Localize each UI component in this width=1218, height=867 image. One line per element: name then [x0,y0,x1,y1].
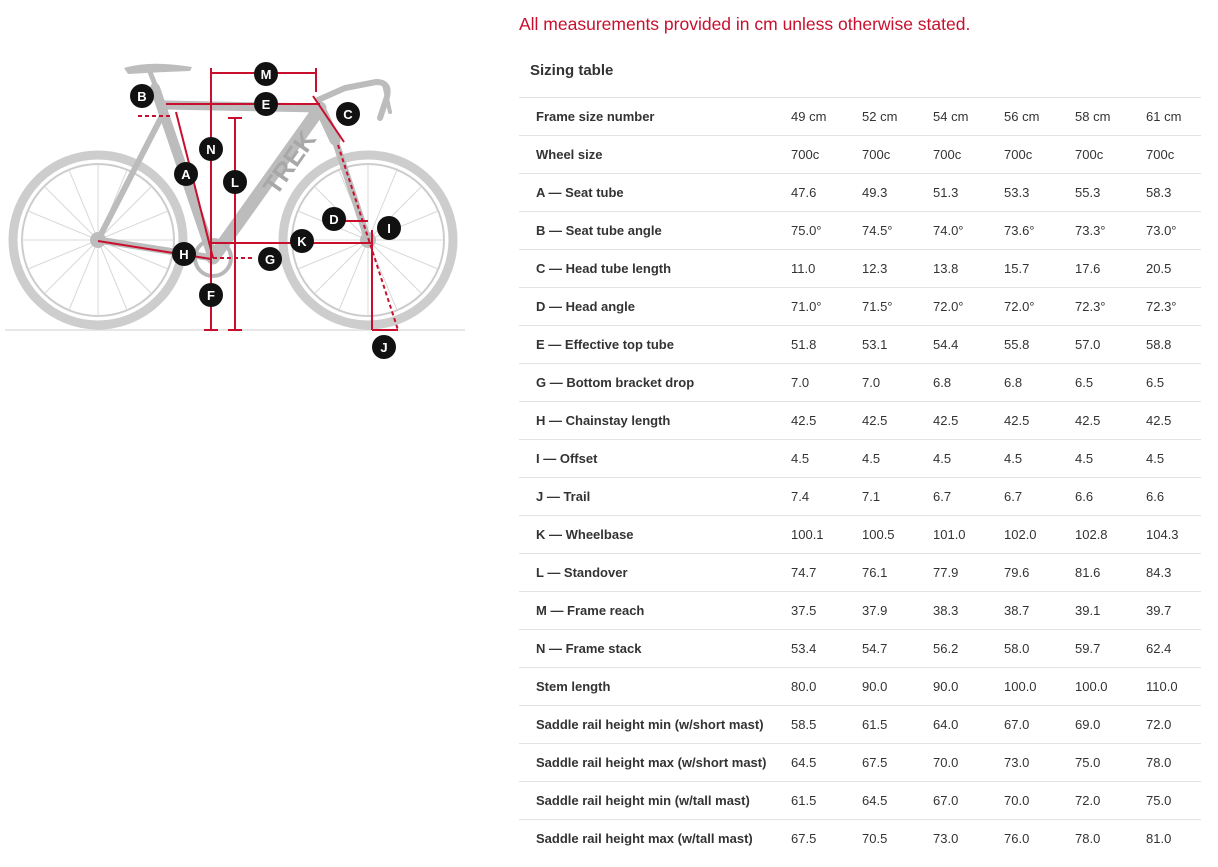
table-row [519,478,1201,516]
table-cell: 700c [1144,136,1201,174]
table-cell: 59.7 [1073,630,1144,668]
svg-text:M: M [260,67,272,82]
table-cell: 7.4 [789,478,860,516]
marker-j [372,335,396,359]
table-cell: 6.6 [1073,478,1144,516]
table-cell: 73.0 [931,820,1002,858]
table-cell: 73.0° [1144,212,1201,250]
table-row [519,706,1201,744]
table-cell: 6.7 [931,478,1002,516]
table-cell: 73.3° [1073,212,1144,250]
table-cell: 80.0 [789,668,860,706]
brand-mark: TREK [256,125,323,201]
marker-n [199,137,223,161]
table-row [519,744,1201,782]
row-label: B — Seat tube angle [519,212,789,250]
table-cell: 77.9 [931,554,1002,592]
svg-text:F: F [207,288,215,303]
table-cell: 42.5 [789,402,860,440]
table-cell: 67.5 [789,820,860,858]
row-label: Saddle rail height min (w/tall mast) [519,782,789,820]
table-cell: 700c [1073,136,1144,174]
table-cell: 6.7 [1002,478,1073,516]
table-cell: 42.5 [1002,402,1073,440]
svg-text:C: C [343,107,353,122]
table-cell: 71.5° [860,288,931,326]
table-cell: 6.5 [1144,364,1201,402]
marker-l [223,170,247,194]
row-label: L — Standover [519,554,789,592]
table-cell: 54.4 [931,326,1002,364]
table-header-row [519,98,1201,136]
row-label: Frame size number [519,98,789,136]
table-cell: 76.1 [860,554,931,592]
table-cell: 64.0 [931,706,1002,744]
table-cell: 49.3 [860,174,931,212]
table-cell: 67.5 [860,744,931,782]
table-cell: 100.0 [1002,668,1073,706]
table-cell: 74.5° [860,212,931,250]
table-cell: 100.1 [789,516,860,554]
table-cell: 100.5 [860,516,931,554]
table-cell: 58.3 [1144,174,1201,212]
table-cell: 102.8 [1073,516,1144,554]
table-cell: 84.3 [1144,554,1201,592]
table-cell: 74.0° [931,212,1002,250]
table-row [519,288,1201,326]
table-cell: 90.0 [931,668,1002,706]
table-cell: 58.0 [1002,630,1073,668]
row-label: A — Seat tube [519,174,789,212]
saddle [124,64,192,74]
table-cell: 104.3 [1144,516,1201,554]
table-cell: 53.4 [789,630,860,668]
table-cell: 76.0 [1002,820,1073,858]
table-cell: 69.0 [1073,706,1144,744]
table-cell: 13.8 [931,250,1002,288]
table-cell: 57.0 [1073,326,1144,364]
table-cell: 72.0° [931,288,1002,326]
sizing-table-body [519,98,1201,858]
svg-text:A: A [181,167,191,182]
table-cell: 51.8 [789,326,860,364]
size-column-header: 49 cm [789,98,860,136]
table-cell: 73.6° [1002,212,1073,250]
table-row [519,326,1201,364]
table-cell: 102.0 [1002,516,1073,554]
table-cell: 67.0 [931,782,1002,820]
table-row [519,174,1201,212]
table-cell: 51.3 [931,174,1002,212]
size-column-header: 54 cm [931,98,1002,136]
row-label: H — Chainstay length [519,402,789,440]
table-cell: 55.3 [1073,174,1144,212]
table-cell: 71.0° [789,288,860,326]
row-label: Wheel size [519,136,789,174]
marker-h [172,242,196,266]
table-cell: 700c [931,136,1002,174]
table-cell: 55.8 [1002,326,1073,364]
sizing-table [519,97,1201,857]
table-cell: 70.5 [860,820,931,858]
row-label: G — Bottom bracket drop [519,364,789,402]
table-cell: 72.0° [1002,288,1073,326]
table-cell: 38.3 [931,592,1002,630]
table-row [519,136,1201,174]
table-cell: 15.7 [1002,250,1073,288]
table-row [519,592,1201,630]
table-cell: 79.6 [1002,554,1073,592]
table-cell: 39.7 [1144,592,1201,630]
table-cell: 70.0 [931,744,1002,782]
table-cell: 75.0° [789,212,860,250]
svg-text:J: J [380,340,388,355]
row-label: C — Head tube length [519,250,789,288]
table-cell: 37.9 [860,592,931,630]
table-cell: 12.3 [860,250,931,288]
marker-a [174,162,198,186]
table-cell: 6.8 [931,364,1002,402]
svg-text:B: B [137,89,147,104]
size-column-header: 52 cm [860,98,931,136]
row-label: Saddle rail height max (w/short mast) [519,744,789,782]
table-cell: 73.0 [1002,744,1073,782]
table-row [519,212,1201,250]
table-row [519,440,1201,478]
marker-i [377,216,401,240]
marker-f [199,283,223,307]
table-row [519,782,1201,820]
table-cell: 62.4 [1144,630,1201,668]
table-cell: 6.6 [1144,478,1201,516]
table-cell: 6.5 [1073,364,1144,402]
table-cell: 74.7 [789,554,860,592]
table-row [519,364,1201,402]
row-label: N — Frame stack [519,630,789,668]
marker-k [290,229,314,253]
table-cell: 700c [1002,136,1073,174]
table-cell: 700c [789,136,860,174]
table-cell: 4.5 [1144,440,1201,478]
table-cell: 700c [860,136,931,174]
table-cell: 78.0 [1073,820,1144,858]
table-cell: 53.3 [1002,174,1073,212]
size-column-header: 58 cm [1073,98,1144,136]
table-cell: 81.0 [1144,820,1201,858]
table-cell: 42.5 [1144,402,1201,440]
measurement-note: All measurements provided in cm unless otherwise stated. [519,14,971,34]
svg-text:G: G [264,252,276,267]
table-cell: 4.5 [1073,440,1144,478]
table-cell: 11.0 [789,250,860,288]
table-cell: 38.7 [1002,592,1073,630]
table-row [519,516,1201,554]
row-label: Stem length [519,668,789,706]
table-cell: 64.5 [789,744,860,782]
row-label: Saddle rail height max (w/tall mast) [519,820,789,858]
table-cell: 56.2 [931,630,1002,668]
table-cell: 47.6 [789,174,860,212]
marker-e [254,92,278,116]
marker-g [258,247,282,271]
table-row [519,630,1201,668]
table-cell: 72.3° [1144,288,1201,326]
svg-text:H: H [179,247,189,262]
row-label: I — Offset [519,440,789,478]
size-column-header: 56 cm [1002,98,1073,136]
table-cell: 64.5 [860,782,931,820]
table-cell: 4.5 [860,440,931,478]
svg-text:I: I [387,221,391,236]
table-row [519,820,1201,858]
table-cell: 72.0 [1073,782,1144,820]
table-row [519,668,1201,706]
row-label: M — Frame reach [519,592,789,630]
table-cell: 4.5 [789,440,860,478]
table-cell: 100.0 [1073,668,1144,706]
table-cell: 101.0 [931,516,1002,554]
table-cell: 4.5 [931,440,1002,478]
table-row [519,402,1201,440]
size-column-header: 61 cm [1144,98,1201,136]
table-cell: 58.8 [1144,326,1201,364]
table-cell: 72.3° [1073,288,1144,326]
table-cell: 58.5 [789,706,860,744]
row-label: J — Trail [519,478,789,516]
svg-text:N: N [206,142,216,157]
table-cell: 90.0 [860,668,931,706]
table-cell: 53.1 [860,326,931,364]
table-cell: 67.0 [1002,706,1073,744]
marker-m [254,62,278,86]
table-cell: 70.0 [1002,782,1073,820]
table-cell: 37.5 [789,592,860,630]
table-cell: 61.5 [860,706,931,744]
row-label: D — Head angle [519,288,789,326]
table-cell: 110.0 [1144,668,1201,706]
table-cell: 4.5 [1002,440,1073,478]
table-row [519,250,1201,288]
svg-text:K: K [297,234,307,249]
table-row [519,554,1201,592]
table-cell: 39.1 [1073,592,1144,630]
marker-d [322,207,346,231]
svg-text:D: D [329,212,339,227]
table-cell: 75.0 [1073,744,1144,782]
table-cell: 78.0 [1144,744,1201,782]
bike-geometry-diagram [0,50,470,370]
table-cell: 6.8 [1002,364,1073,402]
table-cell: 7.0 [860,364,931,402]
table-cell: 7.1 [860,478,931,516]
svg-text:E: E [261,97,271,112]
marker-c [336,102,360,126]
svg-text:L: L [231,175,239,190]
row-label: Saddle rail height min (w/short mast) [519,706,789,744]
table-cell: 42.5 [860,402,931,440]
table-cell: 72.0 [1144,706,1201,744]
table-cell: 20.5 [1144,250,1201,288]
row-label: K — Wheelbase [519,516,789,554]
row-label: E — Effective top tube [519,326,789,364]
table-cell: 42.5 [931,402,1002,440]
table-cell: 7.0 [789,364,860,402]
table-cell: 61.5 [789,782,860,820]
table-cell: 54.7 [860,630,931,668]
table-title: Sizing table [530,62,614,79]
table-cell: 75.0 [1144,782,1201,820]
table-cell: 81.6 [1073,554,1144,592]
table-cell: 17.6 [1073,250,1144,288]
table-cell: 42.5 [1073,402,1144,440]
marker-b [130,84,154,108]
